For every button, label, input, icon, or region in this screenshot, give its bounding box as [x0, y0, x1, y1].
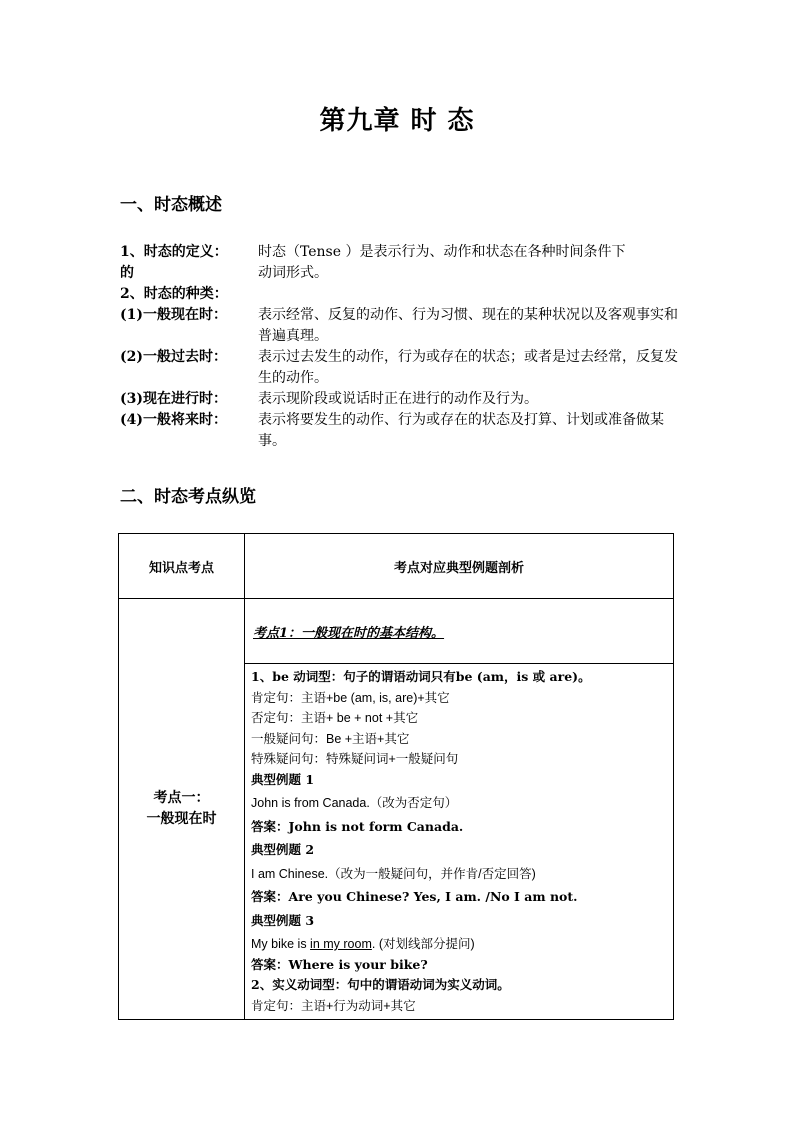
definition-term: 1、时态的定义：	[120, 244, 228, 260]
kaodian-label: 考点一：	[153, 790, 210, 806]
example-answer: 答案：Where is your bike?	[251, 956, 428, 972]
definition-item	[120, 305, 680, 347]
sub-heading-cell	[245, 599, 674, 664]
definition-term: 的	[120, 265, 134, 281]
example-answer: 答案：Are you Chinese? Yes, I am. /No I am not.	[251, 889, 578, 904]
definition-item	[120, 263, 680, 284]
question-instruction: . (对划线部分提问)	[371, 937, 475, 951]
definition-text: 表示现阶段或说话时正在进行的动作及行为。	[258, 391, 538, 407]
tense-table	[118, 533, 674, 1020]
definition-term: (1)一般现在时：	[120, 307, 227, 323]
example-answer: 答案：John is not form Canada.	[251, 818, 464, 834]
general-question-structure: 一般疑问句：Be +主语+其它	[251, 731, 410, 746]
definition-item	[120, 347, 680, 389]
definition-text: 表示将要发生的动作、行为或存在的状态及打算、计划或准备做某事。	[258, 412, 664, 449]
be-verb-type-heading: 1、be 动词型：句子的谓语动词只有be (am，is 或 are)。	[251, 669, 591, 684]
definition-term: (4)一般将来时：	[120, 412, 227, 428]
question-text: My bike is	[251, 937, 311, 951]
definition-item	[120, 410, 680, 452]
definition-item	[120, 389, 680, 410]
special-question-structure: 特殊疑问句：特殊疑问词+一般疑问句	[251, 752, 459, 766]
definition-item	[120, 242, 680, 263]
example-title: 典型例题 1	[251, 771, 315, 787]
section-heading-overview: 一、时态概述	[120, 195, 222, 215]
definition-term: (3)现在进行时：	[120, 391, 227, 407]
definition-item	[120, 284, 680, 305]
example-title: 典型例题 3	[251, 912, 315, 928]
header-cell-examples: 考点对应典型例题剖析	[245, 534, 674, 599]
action-verb-type-heading: 2、实义动词型：句中的谓语动词为实义动词。	[251, 977, 510, 992]
header-cell-points: 知识点考点	[119, 534, 245, 599]
example-content-cell	[245, 664, 674, 1020]
table-header-row	[119, 534, 674, 599]
kaodian-name: 一般现在时	[146, 811, 217, 827]
affirmative-structure: 肯定句：主语+行为动词+其它	[251, 998, 416, 1013]
negative-structure: 否定句：主语+ be + not +其它	[251, 711, 419, 725]
table-row	[119, 599, 674, 664]
section-heading-overview-of-points: 二、时态考点纵览	[120, 487, 256, 507]
example-question: I am Chinese.（改为一般疑问句，并作肯/否定回答)	[251, 866, 536, 881]
kaodian-cell	[119, 599, 245, 1020]
definition-text: 动词形式。	[258, 265, 328, 281]
sub-heading: 考点1：一般现在时的基本结构。	[253, 625, 445, 641]
example-title: 典型例题 2	[251, 842, 315, 857]
page-title: 第九章 时 态	[319, 106, 475, 136]
definition-text: 时态（Tense ）是表示行为、动作和状态在各种时间条件下	[258, 244, 626, 260]
definition-text: 表示过去发生的动作，行为或存在的状态；或者是过去经常，反复发生的动作。	[258, 349, 678, 386]
definition-term: 2、时态的种类：	[120, 286, 228, 302]
affirmative-structure: 肯定句：主语+be (am, is, are)+其它	[251, 690, 450, 705]
example-question: John is from Canada.（改为否定句）	[251, 796, 458, 810]
definition-text: 表示经常、反复的动作、行为习惯、现在的某种状况以及客观事实和普遍真理。	[258, 307, 678, 344]
definitions-list	[120, 242, 680, 452]
definition-text	[258, 284, 680, 305]
definition-term: (2)一般过去时：	[120, 349, 227, 365]
underlined-phrase: in my room	[310, 937, 372, 951]
example-question	[251, 934, 667, 955]
